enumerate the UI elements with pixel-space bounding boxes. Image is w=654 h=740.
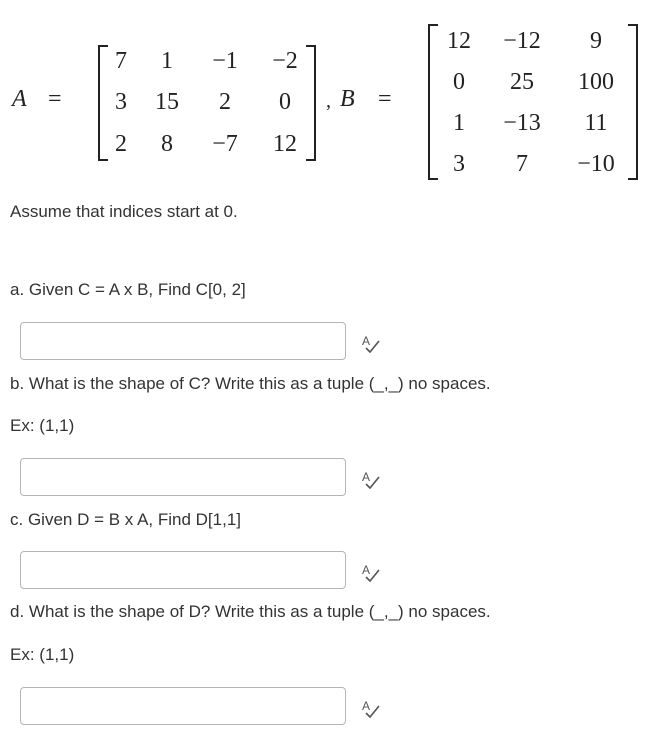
question-d-example: Ex: (1,1) bbox=[10, 645, 75, 664]
answer-a-input[interactable] bbox=[20, 322, 346, 360]
question-c-prompt: c. Given D = B x A, Find D[1,1] bbox=[10, 510, 242, 529]
matrix-a-cell: 3 bbox=[115, 89, 127, 115]
spellcheck-icon[interactable] bbox=[360, 468, 382, 490]
answer-b-input[interactable] bbox=[20, 458, 346, 496]
matrix-b-cell: 25 bbox=[510, 69, 534, 95]
matrix-a-cell: −7 bbox=[212, 131, 238, 157]
answer-c-input[interactable] bbox=[20, 551, 346, 589]
matrix-a-cell: −2 bbox=[272, 48, 298, 74]
question-a-prompt: a. Given C = A x B, Find C[0, 2] bbox=[10, 280, 246, 299]
question-b-prompt: b. What is the shape of C? Write this as a tuple (_,_) no spaces. bbox=[10, 374, 491, 393]
question-b-example: Ex: (1,1) bbox=[10, 416, 75, 435]
matrix-a-name: A bbox=[12, 86, 27, 112]
matrix-b-cell: −10 bbox=[577, 151, 615, 177]
matrix-b-cell: 100 bbox=[578, 69, 614, 95]
matrix-a-cell: 2 bbox=[219, 89, 231, 115]
matrix-b-cell: 11 bbox=[584, 110, 608, 136]
svg-text:A: A bbox=[362, 334, 371, 348]
matrix-b-cell: 9 bbox=[590, 28, 602, 54]
matrix-b-name: B bbox=[340, 86, 355, 112]
equals-sign-b: = bbox=[378, 86, 392, 112]
svg-text:A: A bbox=[362, 699, 371, 713]
spellcheck-icon[interactable] bbox=[360, 561, 382, 583]
matrix-a-cell: 2 bbox=[115, 131, 127, 157]
matrix-b-cell: −12 bbox=[503, 28, 541, 54]
svg-text:A: A bbox=[362, 470, 371, 484]
matrix-b-cell: 7 bbox=[516, 151, 528, 177]
comma-separator: , bbox=[326, 90, 331, 112]
matrix-b-cell: 3 bbox=[453, 151, 465, 177]
spellcheck-icon[interactable] bbox=[360, 332, 382, 354]
answer-d-input[interactable] bbox=[20, 687, 346, 725]
spellcheck-icon[interactable] bbox=[360, 697, 382, 719]
matrix-a-cell: 12 bbox=[273, 131, 297, 157]
matrix-b-cell: 1 bbox=[453, 110, 465, 136]
matrix-a-cell: 8 bbox=[161, 131, 173, 157]
matrix-b-cell: −13 bbox=[503, 110, 541, 136]
matrix-a-cell: 15 bbox=[155, 89, 179, 115]
matrix-b-cell: 12 bbox=[447, 28, 471, 54]
matrix-a-cell: 0 bbox=[279, 89, 291, 115]
matrix-a-cell: 1 bbox=[161, 48, 173, 74]
svg-text:A: A bbox=[362, 563, 371, 577]
index-note: Assume that indices start at 0. bbox=[10, 202, 238, 221]
matrix-a-cell: 7 bbox=[115, 48, 127, 74]
matrix-b-cell: 0 bbox=[453, 69, 465, 95]
equals-sign-a: = bbox=[48, 86, 62, 112]
question-d-prompt: d. What is the shape of D? Write this as a tuple (_,_) no spaces. bbox=[10, 602, 491, 621]
matrix-a-cell: −1 bbox=[212, 48, 238, 74]
